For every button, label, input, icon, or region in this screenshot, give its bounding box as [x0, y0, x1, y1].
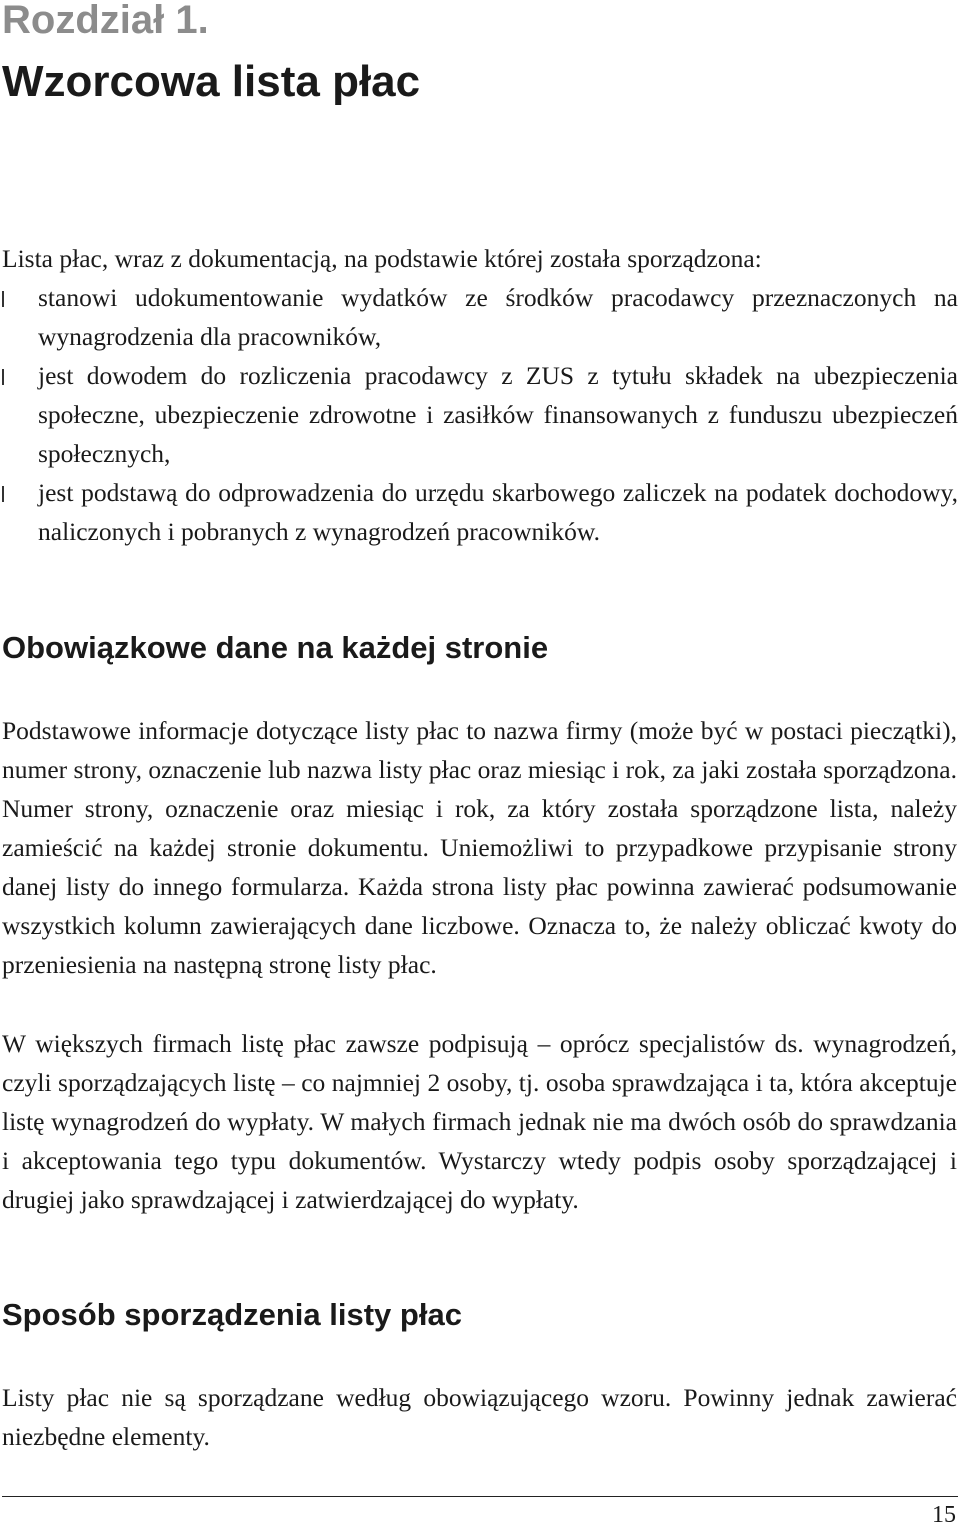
bullet-marker — [2, 486, 4, 502]
body-paragraph: Podstawowe informacje dotyczące listy płac to nazwa firmy (może być w postaci pieczątki), numer strony, oznaczenie lub nazwa listy płac oraz miesiąc i rok, za jaki została sporządzona. Numer strony, oznaczenie oraz miesiąc i rok, za który została sporządzone lista, należy zamieścić na każdej stronie dokumentu. Uniemożliwi to przypadkowe przypisanie strony danej listy do innego formularza. Każda strona listy płac powinna zawierać podsumowanie wszystkich kolumn zawierających dane liczbowe. Oznacza to, że należy obliczać kwoty do przeniesienia na następną stronę listy płac. — [2, 716, 957, 979]
list-item — [0, 278, 958, 356]
footer-divider — [2, 1496, 958, 1497]
list-item — [0, 473, 958, 551]
chapter-title: Wzorcowa lista płac — [2, 57, 421, 106]
bullet-marker — [2, 369, 4, 385]
section-heading-preparation: Sposób sporządzenia listy płac — [2, 1297, 462, 1332]
bullet-list — [0, 278, 958, 551]
section-heading-mandatory-data: Obowiązkowe dane na każdej stronie — [2, 630, 549, 665]
list-item-text: stanowi udokumentowanie wydatków ze środków pracodawcy przeznaczonych na wynagrodzenia dla pracowników, — [38, 283, 958, 351]
body-paragraph: W większych firmach listę płac zawsze podpisują – oprócz specjalistów ds. wynagrodzeń, czyli sporządzających listę – co najmniej 2 osoby, tj. osoba sprawdzająca i ta, która akceptuje listę wynagrodzeń do wypłaty. W małych firmach jednak nie ma dwóch osób do sprawdzania i akceptowania tego typu dokumentów. Wystarczy wtedy podpis osoby sporządzającej i drugiej jako sprawdzającej i zatwierdzającej do wypłaty. — [2, 1029, 957, 1214]
chapter-label: Rozdział 1. — [2, 0, 209, 42]
list-item-text: jest dowodem do rozliczenia pracodawcy z ZUS z tytułu składek na ubezpieczenia społeczne, ubezpieczenie zdrowotne i zasiłków finansowanych z funduszu ubezpieczeń społecznych, — [38, 361, 958, 468]
body-paragraph: Listy płac nie są sporządzane według obowiązującego wzoru. Powinny jednak zawierać niezbędne elementy. — [2, 1383, 957, 1451]
bullet-marker — [2, 291, 4, 307]
page-number: 15 — [932, 1502, 956, 1528]
list-item — [0, 356, 958, 473]
list-item-text: jest podstawą do odprowadzenia do urzędu skarbowego zaliczek na podatek dochodowy, naliczonych i pobranych z wynagrodzeń pracowników. — [38, 478, 958, 546]
intro-paragraph: Lista płac, wraz z dokumentacją, na podstawie której została sporządzona: — [2, 244, 762, 273]
